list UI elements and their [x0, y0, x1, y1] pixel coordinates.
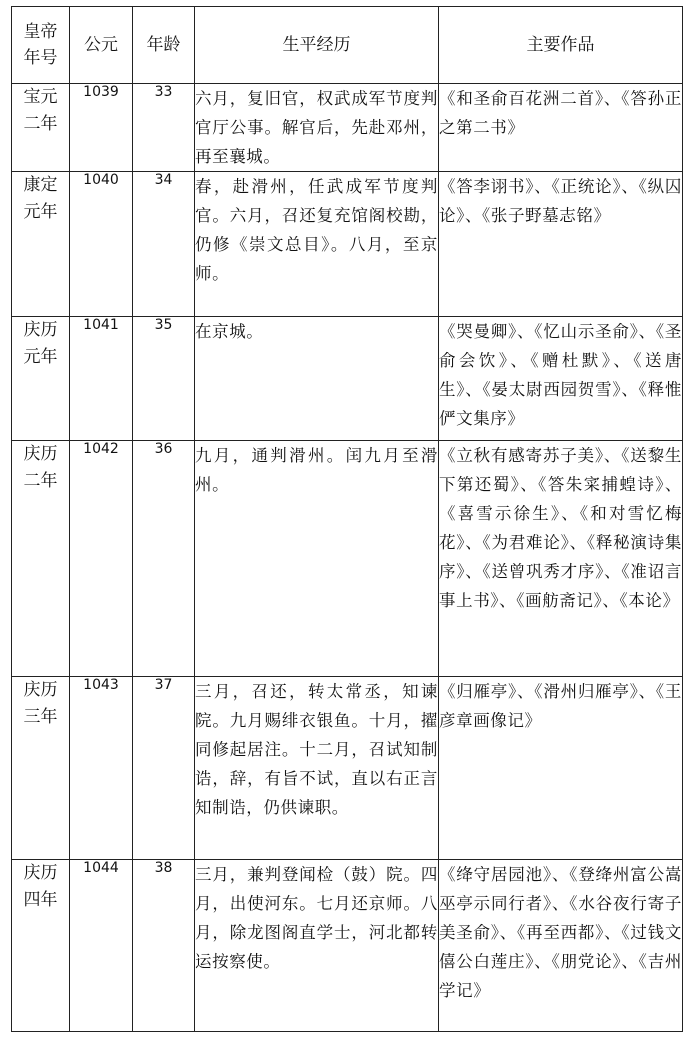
age-cell: 37	[133, 677, 195, 860]
era-cell: 康定元年	[12, 172, 70, 317]
era-cell: 宝元二年	[12, 84, 70, 172]
life-cell: 三月，召还，转太常丞，知谏院。九月赐绯衣银鱼。十月，擢同修起居注。十二月，召试知制诰，辞，有旨不试，直以右正言知制诰，仍供谏职。	[195, 677, 439, 860]
age-cell: 35	[133, 317, 195, 441]
works-cell: 《绛守居园池》、《登绛州富公嵩巫亭示同行者》、《水谷夜行寄子美圣俞》、《再至西都》、《过钱文僖公白莲庄》、《朋党论》、《吉州学记》	[439, 860, 683, 1032]
header-era: 皇帝年号	[12, 7, 70, 84]
header-age: 年龄	[133, 7, 195, 84]
works-cell: 《和圣俞百花洲二首》、《答孙正之第二书》	[439, 84, 683, 172]
year-cell: 1039	[70, 84, 133, 172]
life-cell: 六月，复旧官，权武成军节度判官厅公事。解官后，先赴邓州，再至襄城。	[195, 84, 439, 172]
table-row	[12, 860, 683, 1032]
works-cell: 《答李诩书》、《正统论》、《纵囚论》、《张子野墓志铭》	[439, 172, 683, 317]
age-cell: 33	[133, 84, 195, 172]
header-life: 生平经历	[195, 7, 439, 84]
year-cell: 1044	[70, 860, 133, 1032]
year-cell: 1040	[70, 172, 133, 317]
life-cell: 九月，通判滑州。闰九月至滑州。	[195, 441, 439, 677]
era-cell: 庆历三年	[12, 677, 70, 860]
table-row	[12, 84, 683, 172]
age-cell: 38	[133, 860, 195, 1032]
chronology-table	[11, 6, 683, 1032]
life-cell: 春，赴滑州，任武成军节度判官。六月，召还复充馆阁校勘，仍修《崇文总目》。八月，至京师。	[195, 172, 439, 317]
table-row	[12, 441, 683, 677]
works-cell: 《哭曼卿》、《忆山示圣俞》、《圣俞会饮》、《赠杜默》、《送唐生》、《晏太尉西园贺雪》、《释惟俨文集序》	[439, 317, 683, 441]
era-cell: 庆历元年	[12, 317, 70, 441]
header-year: 公元	[70, 7, 133, 84]
table-row	[12, 677, 683, 860]
era-cell: 庆历二年	[12, 441, 70, 677]
life-cell: 三月，兼判登闻检（鼓）院。四月，出使河东。七月还京师。八月，除龙图阁直学士，河北都转运按察使。	[195, 860, 439, 1032]
year-cell: 1041	[70, 317, 133, 441]
works-cell: 《归雁亭》、《滑州归雁亭》、《王彦章画像记》	[439, 677, 683, 860]
age-cell: 36	[133, 441, 195, 677]
header-row	[12, 7, 683, 84]
year-cell: 1043	[70, 677, 133, 860]
life-cell: 在京城。	[195, 317, 439, 441]
table-row	[12, 172, 683, 317]
era-cell: 庆历四年	[12, 860, 70, 1032]
table-row	[12, 317, 683, 441]
header-works: 主要作品	[439, 7, 683, 84]
works-cell: 《立秋有感寄苏子美》、《送黎生下第还蜀》、《答朱寀捕蝗诗》、《喜雪示徐生》、《和对雪忆梅花》、《为君难论》、《释秘演诗集序》、《送曾巩秀才序》、《准诏言事上书》、《画舫斋记》、《本论》	[439, 441, 683, 677]
year-cell: 1042	[70, 441, 133, 677]
age-cell: 34	[133, 172, 195, 317]
